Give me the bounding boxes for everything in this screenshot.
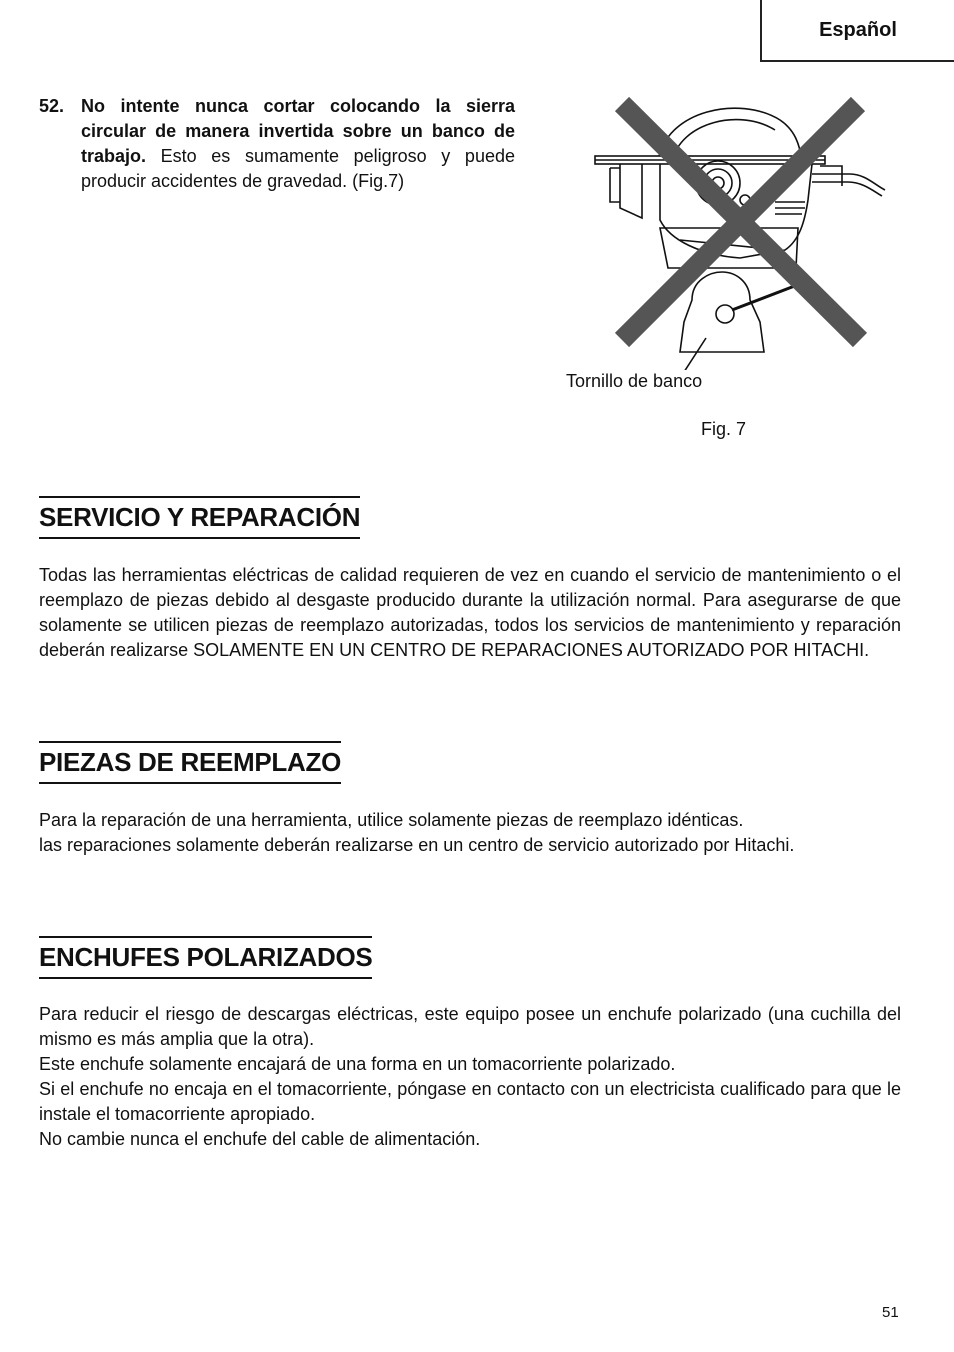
section-body-piezas bbox=[39, 808, 901, 858]
language-tab-label: Español bbox=[819, 18, 897, 41]
item-number: 52. bbox=[39, 96, 65, 116]
figure-caption: Fig. 7 bbox=[701, 419, 747, 439]
section-title-servicio: SERVICIO Y REPARACIÓN bbox=[39, 496, 360, 539]
enchufes-line-4: No cambie nunca el enchufe del cable de alimentación. bbox=[39, 1129, 481, 1149]
enchufes-line-2: Este enchufe solamente encajará de una forma en un tomacorriente polarizado. bbox=[39, 1054, 676, 1074]
item-regular-text: Esto es sumamente peligroso y puede producir accidentes de gravedad. (Fig.7) bbox=[81, 146, 515, 191]
enchufes-line-3: Si el enchufe no encaja en el tomacorriente, póngase en contacto con un electricista cualificado para que le instale el tomacorriente apropiado. bbox=[39, 1079, 901, 1124]
section-body-enchufes bbox=[39, 1002, 901, 1152]
piezas-line-1: Para la reparación de una herramienta, utilice solamente piezas de reemplazo idénticas. bbox=[39, 810, 744, 830]
section-title-enchufes: ENCHUFES POLARIZADOS bbox=[39, 936, 372, 979]
fig7-illustration bbox=[580, 90, 900, 370]
inverted-saw-illustration bbox=[580, 90, 900, 370]
section-title-piezas: PIEZAS DE REEMPLAZO bbox=[39, 741, 341, 784]
enchufes-line-1: Para reducir el riesgo de descargas eléctricas, este equipo posee un enchufe polarizado (una cuchilla del mismo es más amplia que la otra). bbox=[39, 1004, 901, 1049]
servicio-paragraph: Todas las herramientas eléctricas de calidad requieren de vez en cuando el servicio de mantenimiento o el reemplazo de piezas debido al desgaste producido durante la utilización normal. Para asegurarse de que solamente se utilicen piezas de reemplazo autorizadas, todos los servicios de mantenimiento y reparación deberán realizarse SOLAMENTE EN UN CENTRO DE REPARACIONES AUTORIZADO POR HITACHI. bbox=[39, 565, 901, 660]
item-bold-text: No intente nunca cortar colocando la sierra circular de manera invertida sobre un banco de trabajo. bbox=[81, 96, 515, 166]
safety-item-52 bbox=[39, 94, 515, 194]
section-body-servicio bbox=[39, 563, 901, 663]
vise-label: Tornillo de banco bbox=[566, 371, 703, 391]
item-text bbox=[81, 94, 515, 194]
page-number: 51 bbox=[882, 1304, 899, 1321]
language-tab bbox=[760, 0, 954, 62]
piezas-line-2: las reparaciones solamente deberán realizarse en un centro de servicio autorizado por Hitachi. bbox=[39, 835, 795, 855]
